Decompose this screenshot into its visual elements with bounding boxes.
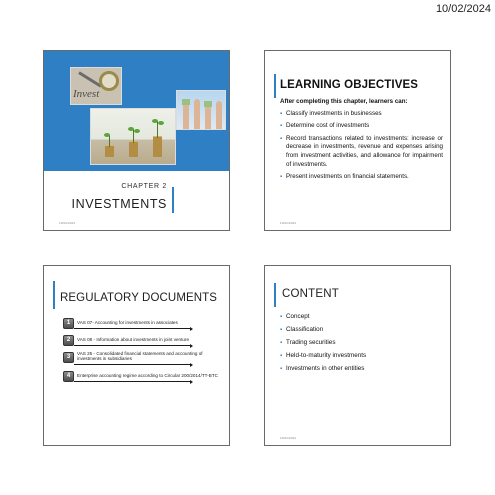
slide-thumbnail-4[interactable] (264, 265, 451, 446)
slide-footer-date: 10/02/2024 (280, 221, 297, 225)
invest-photo-word: Invest (73, 88, 100, 100)
list-item (63, 352, 223, 368)
list-item: ▪ Investments in other entities (280, 365, 366, 373)
list-item: ▪ Classify investments in businesses (280, 110, 443, 119)
title-accent-bar (53, 281, 55, 309)
pocket-watch-icon (99, 71, 119, 91)
list-item (63, 371, 223, 385)
leaf-shape (158, 121, 164, 125)
list-item: ▪ Record transactions related to investments: increase or decrease in investments, revenue and expenses arising from investment activities, and allowance for impairment of investments. (280, 135, 443, 169)
slide-title: CONTENT (282, 288, 339, 300)
banknote-shape (204, 101, 212, 107)
slide-thumbnail-1[interactable] (43, 50, 230, 231)
number-badge-icon: 2 (63, 335, 74, 346)
coin-stack (129, 141, 138, 157)
invest-photo (70, 67, 122, 105)
list-item: ▪ Determine cost of investments (280, 122, 443, 131)
list-item (63, 335, 223, 349)
slide-title: REGULATORY DOCUMENTS (60, 292, 218, 304)
slide-footer-date: 10/02/2024 (59, 221, 76, 225)
hand-shape (183, 103, 189, 129)
hand-shape (205, 105, 211, 129)
number-badge-icon: 3 (63, 352, 74, 363)
slide-thumbnail-2[interactable] (264, 50, 451, 231)
banknote-shape (182, 99, 190, 105)
hand-shape (194, 99, 200, 129)
chapter-label: CHAPTER 2 (121, 183, 167, 190)
list-item: ▪ Held-to-maturity investments (280, 352, 366, 360)
regulation-text: Enterprise accounting regime according to Circular 200/2014/TT-BTC (77, 373, 218, 378)
slide-thumbnail-3[interactable] (43, 265, 230, 446)
objectives-intro: After completing this chapter, learners can: (280, 98, 408, 105)
underline-arrow (74, 345, 191, 346)
title-accent-bar (274, 283, 276, 307)
slide-title: INVESTMENTS (71, 197, 167, 211)
coin-stack (153, 136, 162, 157)
title-accent-bar (274, 74, 276, 98)
list-item (63, 318, 223, 332)
slide-title: LEARNING OBJECTIVES (280, 79, 419, 91)
list-item: ▪ Trading securities (280, 339, 366, 347)
list-item: ▪ Concept (280, 313, 366, 321)
underline-arrow (74, 381, 191, 382)
underline-arrow (74, 328, 191, 329)
regulation-text: VAS 25 - Consolidated financial statements and accounting of investments in subsidiaries (77, 351, 203, 362)
regulation-text: VAS 08 - Information about investments in joint venture (77, 337, 190, 342)
number-badge-icon: 4 (63, 371, 74, 382)
raised-hands-photo (176, 90, 226, 130)
number-badge-icon: 1 (63, 318, 74, 329)
page-date: 10/02/2024 (435, 3, 491, 15)
list-item: ▪ Classification (280, 326, 366, 334)
hand-shape (216, 101, 222, 129)
objectives-list (280, 110, 443, 185)
list-item: ▪ Present investments on financial statements. (280, 173, 443, 182)
regulation-text: VAS 07- Accounting for investments in associates (77, 320, 178, 325)
growing-coins-photo (90, 108, 176, 165)
underline-arrow (74, 364, 191, 365)
content-list (280, 313, 366, 378)
plant-stem (109, 135, 110, 147)
leaf-shape (134, 129, 140, 133)
leaf-shape (104, 133, 110, 137)
slide-footer-date: 10/02/2024 (280, 436, 297, 440)
title-accent-bar (172, 187, 174, 213)
